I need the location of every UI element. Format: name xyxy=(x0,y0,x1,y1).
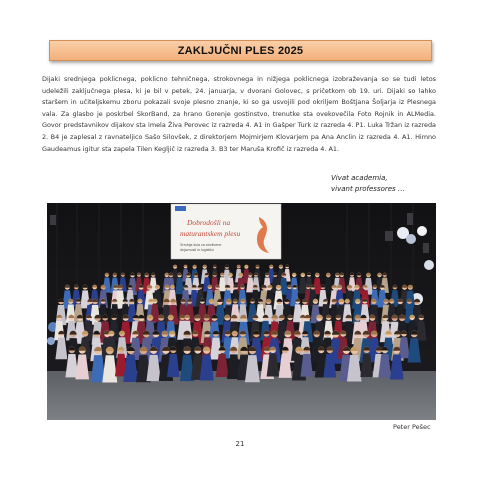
photo-credit: Peter Pešec xyxy=(393,423,431,431)
group-photo xyxy=(47,203,436,420)
banner-text-1: Dobrodošli na xyxy=(187,218,231,227)
caption-line-1: Vivat academia, xyxy=(331,174,388,182)
photo-caption xyxy=(331,173,405,195)
banner-text-2: maturantskem plesu xyxy=(180,229,241,238)
title-banner xyxy=(49,40,432,61)
page-title: ZAKLJUČNI PLES 2025 xyxy=(177,44,304,57)
banner-text-3: Srednja šola za storitvene xyxy=(180,243,222,247)
caption-line-2: vivant professores … xyxy=(331,185,405,193)
page-number: 21 xyxy=(235,440,245,448)
banner-text-4: dejavnosti in logistiko xyxy=(180,248,214,252)
article-body: Dijaki srednjega poklicnega, poklicno tehničnega, strokovnega in nižjega poklicnega izobraževanja so se tudi letos udeležili zaključnega plesa, ki je bil v petek, 24. januarja, v dvorani Golovec, s pričetkom ob 19. uri. Dijaki so lahko staršem in učiteljskemu zboru pokazali svoje plesno znanje, ki so ga usvojili pod okriljem Boštjana Šoljarja iz Plesnega vala. Za glasbo je poskrbel SkorBand, za hrano Gorenje gostinstvo, trenutke sta ovekovečila Foto Rojnik in ALMedia. Govor predstavnikov dijakov sta imela Živa Perovec iz razreda 4. A1 in Gašper Turk iz razreda 4. P1. Luka Tržan iz razreda 2. B4 je zaplesal z ravnateljico Sašo Silovšek, z direktorjem Mojmirjem Klovarjem pa Ana Anclin iz razreda 4. A1. Himno Gaudeamus igitur sta zapela Tilen Kegljič iz razreda 3. B3 ter Maruša Krofič iz razreda 4. A1. xyxy=(42,75,436,153)
